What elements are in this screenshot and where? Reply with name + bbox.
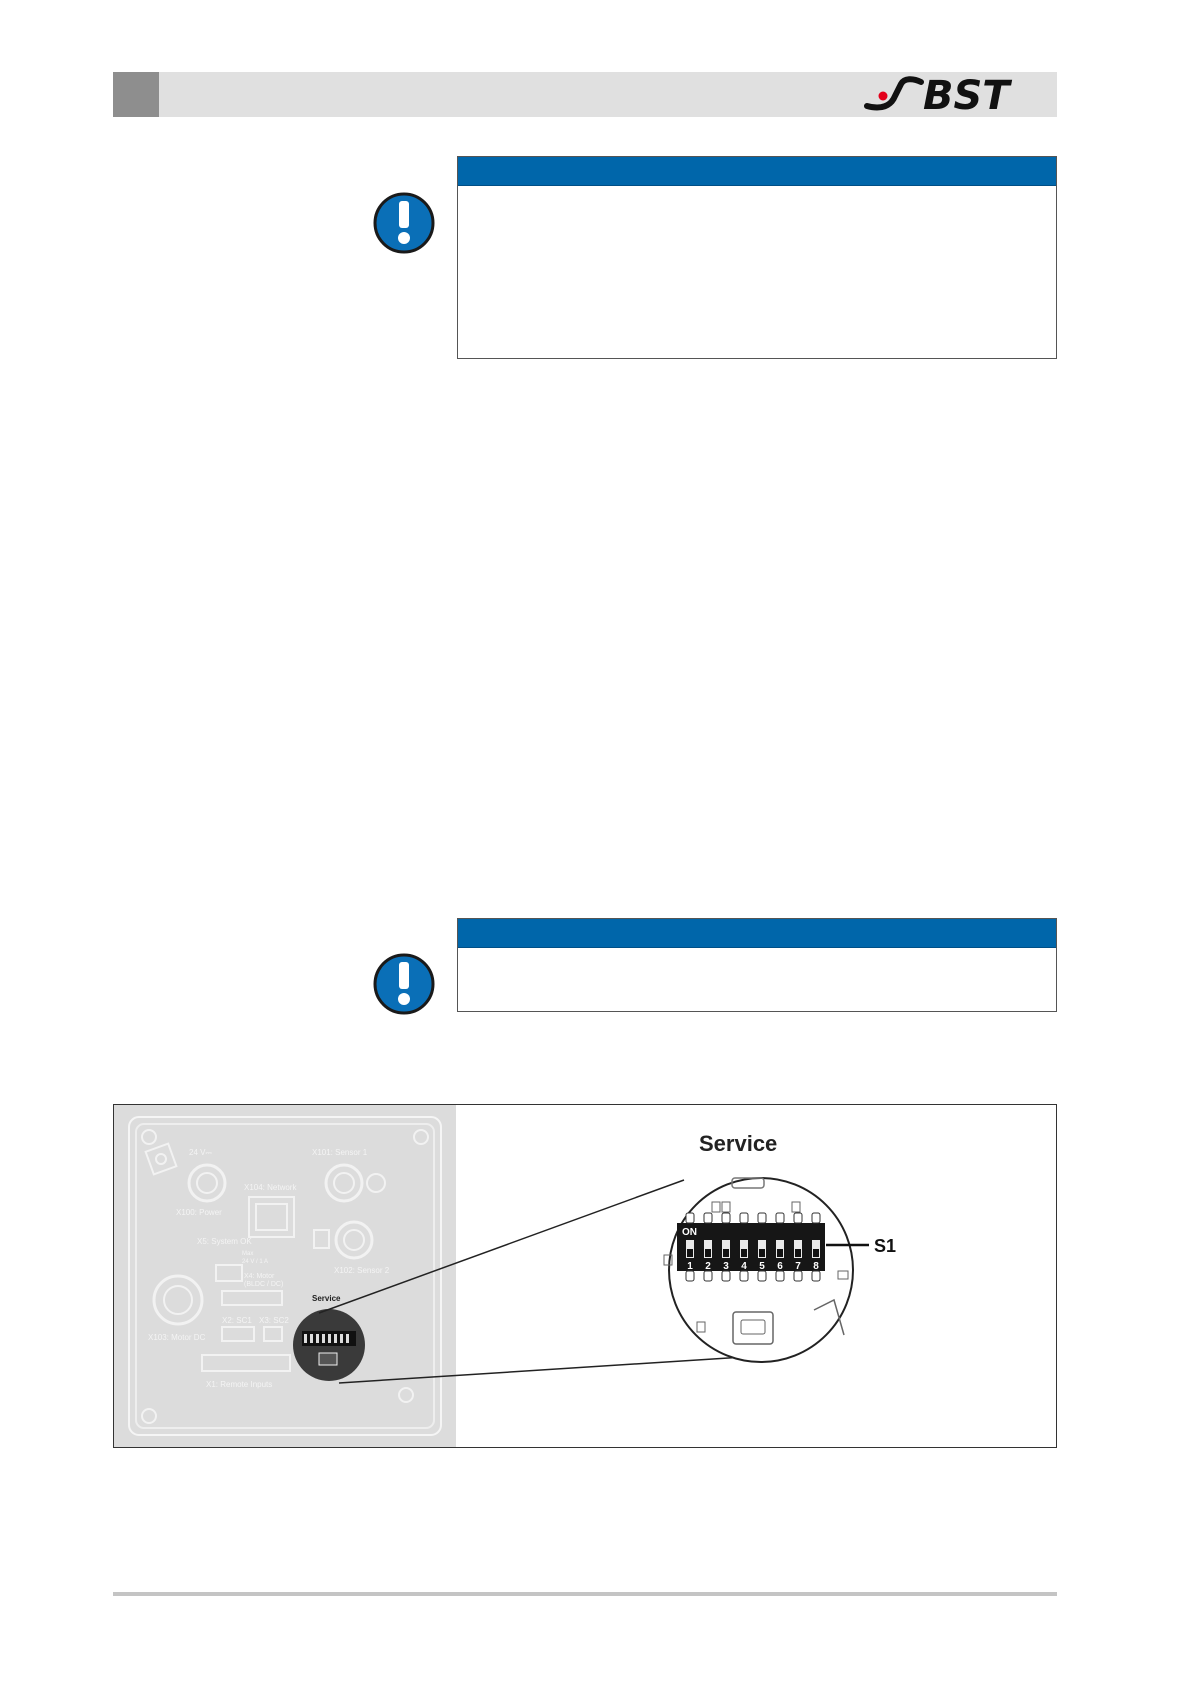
- dip-lever-knob: [723, 1249, 729, 1257]
- notice-box: [457, 156, 1057, 359]
- dip-pin-bottom: [758, 1271, 766, 1281]
- dip-lever-knob: [795, 1249, 801, 1257]
- label-max: Max: [242, 1251, 254, 1257]
- exclamation-icon: [372, 952, 436, 1016]
- dip-number: 2: [705, 1261, 711, 1272]
- dip-number: 3: [723, 1261, 729, 1272]
- zoom-title: Service: [699, 1131, 778, 1156]
- notice-header-bar: [458, 919, 1056, 948]
- dip-lever-knob: [687, 1249, 693, 1257]
- dip-pin-top: [794, 1213, 802, 1223]
- dip-lever-knob: [777, 1249, 783, 1257]
- dip-number: 6: [777, 1261, 783, 1272]
- label-max-rating: 24 V / 1 A: [242, 1259, 269, 1265]
- service-port-small: [293, 1309, 365, 1381]
- chapter-tab: [113, 72, 159, 117]
- dip-switch-s1: [677, 1213, 825, 1281]
- label-x4: X4: Motor: [244, 1273, 275, 1280]
- dip-number: 5: [759, 1261, 765, 1272]
- label-x100: X100: Power: [176, 1208, 222, 1217]
- label-x2: X2: SC1: [222, 1316, 252, 1325]
- dip-pin-bottom: [686, 1271, 694, 1281]
- dip-on-label: ON: [682, 1227, 697, 1238]
- bst-logo: [861, 76, 1051, 114]
- bst-swoosh-icon: [867, 79, 921, 107]
- dip-pin-top: [704, 1213, 712, 1223]
- notice-header-bar: [458, 157, 1056, 186]
- footer-rule: [113, 1592, 1057, 1596]
- label-x1: X1: Remote Inputs: [206, 1380, 273, 1389]
- dip-pin-top: [812, 1213, 820, 1223]
- label-x102: X102: Sensor 2: [334, 1266, 390, 1275]
- dip-pin-bottom: [794, 1271, 802, 1281]
- dip-number: 7: [795, 1261, 801, 1272]
- dip-lever-knob: [741, 1249, 747, 1257]
- exclamation-icon: [372, 191, 436, 255]
- dip-pin-bottom: [722, 1271, 730, 1281]
- label-24v: 24 V⎓: [189, 1148, 212, 1157]
- dip-lever-knob: [759, 1249, 765, 1257]
- dip-number: 4: [741, 1261, 747, 1272]
- dip-pin-top: [758, 1213, 766, 1223]
- label-service-small: Service: [312, 1294, 341, 1303]
- label-x104: X104: Network: [244, 1183, 297, 1192]
- dip-pin-bottom: [776, 1271, 784, 1281]
- dip-number: 1: [687, 1261, 693, 1272]
- dip-lever-knob: [813, 1249, 819, 1257]
- dip-number: 8: [813, 1261, 819, 1272]
- dip-pin-top: [740, 1213, 748, 1223]
- dip-pin-top: [722, 1213, 730, 1223]
- label-x5: X5: System OK: [197, 1237, 252, 1246]
- label-x4-sub: (BLDC / DC): [244, 1281, 284, 1288]
- dip-lever-knob: [705, 1249, 711, 1257]
- dip-pin-bottom: [704, 1271, 712, 1281]
- dip-pin-top: [776, 1213, 784, 1223]
- label-x103: X103: Motor DC: [148, 1333, 206, 1342]
- dip-pin-bottom: [812, 1271, 820, 1281]
- label-x101: X101: Sensor 1: [312, 1148, 368, 1157]
- label-x3: X3: SC2: [259, 1316, 289, 1325]
- s1-label: S1: [874, 1236, 897, 1256]
- figure-drawing: [114, 1105, 1056, 1447]
- dip-pin-top: [686, 1213, 694, 1223]
- page-header: [113, 72, 1057, 117]
- bst-logo-text: BST: [923, 76, 1010, 114]
- dip-switch-figure: [113, 1104, 1057, 1448]
- notice-box: [457, 918, 1057, 1012]
- dip-pin-bottom: [740, 1271, 748, 1281]
